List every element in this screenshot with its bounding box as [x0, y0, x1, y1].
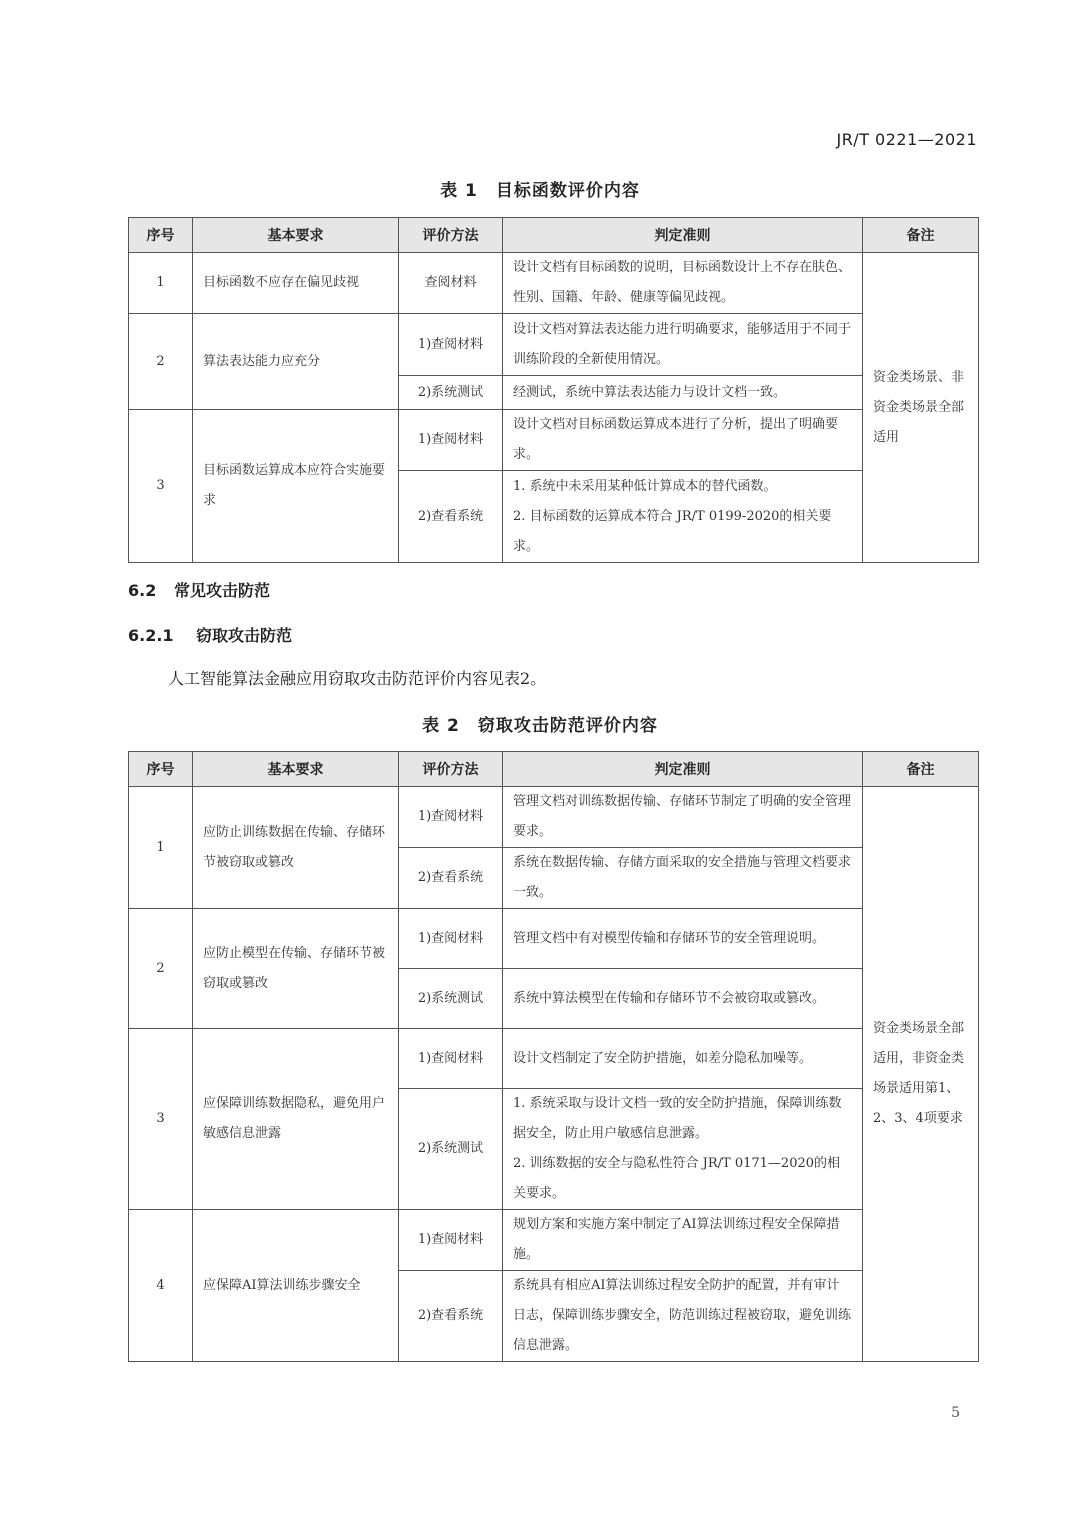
row-number: 3: [129, 410, 193, 563]
method-cell: 2)系统测试: [399, 1089, 503, 1210]
criteria-cell: 系统中算法模型在传输和存储环节不会被窃取或篡改。: [503, 969, 863, 1029]
criteria-line: 2. 训练数据的安全与隐私性符合 JR/T 0171—2020的相关要求。: [513, 1156, 841, 1201]
row-number: 2: [129, 909, 193, 1029]
row-number: 1: [129, 787, 193, 909]
method-cell: 2)查看系统: [399, 1271, 503, 1362]
col-header-num: 序号: [129, 752, 193, 787]
table2-header-row: [129, 752, 979, 787]
row-number: 1: [129, 253, 193, 314]
criteria-cell: 管理文档对训练数据传输、存储环节制定了明确的安全管理要求。: [503, 787, 863, 848]
requirement-cell: 应防止模型在传输、存储环节被窃取或篡改: [193, 909, 399, 1029]
requirement-cell: 目标函数运算成本应符合实施要求: [193, 410, 399, 563]
section-heading: [128, 578, 270, 601]
table1-caption: 表 1 目标函数评价内容: [440, 181, 640, 201]
col-header-criteria: 判定准则: [503, 752, 863, 787]
method-cell: 1)查阅材料: [399, 787, 503, 848]
col-header-criteria: 判定准则: [503, 218, 863, 253]
note-cell: 资金类场景、非资金类场景全部适用: [863, 253, 979, 563]
criteria-cell: 系统在数据传输、存储方面采取的安全措施与管理文档要求一致。: [503, 848, 863, 909]
col-header-num: 序号: [129, 218, 193, 253]
row-number: 3: [129, 1029, 193, 1210]
criteria-cell: 经测试，系统中算法表达能力与设计文档一致。: [503, 376, 863, 410]
requirement-cell: 应保障训练数据隐私，避免用户敏感信息泄露: [193, 1029, 399, 1210]
section-number: 6.2: [128, 581, 157, 600]
requirement-cell: 算法表达能力应充分: [193, 314, 399, 410]
method-cell: 1)查阅材料: [399, 909, 503, 969]
body-paragraph: 人工智能算法金融应用窃取攻击防范评价内容见表2。: [168, 669, 547, 688]
subsection-number: 6.2.1: [128, 626, 174, 645]
table2-caption: 表 2 窃取攻击防范评价内容: [422, 716, 658, 736]
row-number: 4: [129, 1210, 193, 1362]
criteria-line: 1. 系统采取与设计文档一致的安全防护措施，保障训练数据安全，防止用户敏感信息泄露。: [513, 1096, 842, 1141]
page-number: 5: [951, 1405, 960, 1421]
criteria-cell: 设计文档对算法表达能力进行明确要求，能够适用于不同于训练阶段的全新使用情况。: [503, 314, 863, 376]
table-row: [129, 787, 979, 848]
note-cell: 资金类场景全部适用，非资金类场景适用第1、2、3、4项要求: [863, 787, 979, 1362]
method-cell: 1)查阅材料: [399, 1029, 503, 1089]
method-cell: 2)系统测试: [399, 376, 503, 410]
method-cell: 2)查看系统: [399, 848, 503, 909]
criteria-cell: [503, 1089, 863, 1210]
method-cell: 1)查阅材料: [399, 410, 503, 471]
criteria-cell: 规划方案和实施方案中制定了AI算法训练过程安全保障措施。: [503, 1210, 863, 1271]
subsection-heading: [128, 623, 292, 646]
criteria-line: 1. 系统中未采用某种低计算成本的替代函数。: [513, 478, 777, 494]
table-row: [129, 1029, 979, 1089]
col-header-method: 评价方法: [399, 752, 503, 787]
criteria-cell: 设计文档有目标函数的说明，目标函数设计上不存在肤色、性别、国籍、年龄、健康等偏见歧视。: [503, 253, 863, 314]
row-number: 2: [129, 314, 193, 410]
criteria-cell: 设计文档制定了安全防护措施，如差分隐私加噪等。: [503, 1029, 863, 1089]
table-row: [129, 410, 979, 471]
table-row: [129, 909, 979, 969]
requirement-cell: 应防止训练数据在传输、存储环节被窃取或篡改: [193, 787, 399, 909]
criteria-cell: 系统具有相应AI算法训练过程安全防护的配置，并有审计日志，保障训练步骤安全，防范训练过程被窃取，避免训练信息泄露。: [503, 1271, 863, 1362]
col-header-requirement: 基本要求: [193, 752, 399, 787]
table-row: [129, 1210, 979, 1271]
col-header-requirement: 基本要求: [193, 218, 399, 253]
table1-header-row: [129, 218, 979, 253]
col-header-method: 评价方法: [399, 218, 503, 253]
document-code: JR/T 0221—2021: [836, 130, 977, 149]
requirement-cell: 应保障AI算法训练步骤安全: [193, 1210, 399, 1362]
table-row: [129, 314, 979, 376]
col-header-note: 备注: [863, 752, 979, 787]
requirement-cell: 目标函数不应存在偏见歧视: [193, 253, 399, 314]
method-cell: 2)系统测试: [399, 969, 503, 1029]
table2: [128, 751, 979, 1362]
criteria-line: 2. 目标函数的运算成本符合 JR/T 0199-2020的相关要求。: [513, 508, 832, 554]
table1: [128, 217, 979, 563]
table-row: [129, 253, 979, 314]
method-cell: 查阅材料: [399, 253, 503, 314]
method-cell: 1)查阅材料: [399, 1210, 503, 1271]
criteria-cell: [503, 471, 863, 563]
method-cell: 2)查看系统: [399, 471, 503, 563]
criteria-cell: 管理文档中有对模型传输和存储环节的安全管理说明。: [503, 909, 863, 969]
subsection-title: 窃取攻击防范: [196, 626, 293, 645]
criteria-cell: 设计文档对目标函数运算成本进行了分析，提出了明确要求。: [503, 410, 863, 471]
col-header-note: 备注: [863, 218, 979, 253]
section-title: 常见攻击防范: [174, 581, 271, 600]
method-cell: 1)查阅材料: [399, 314, 503, 376]
